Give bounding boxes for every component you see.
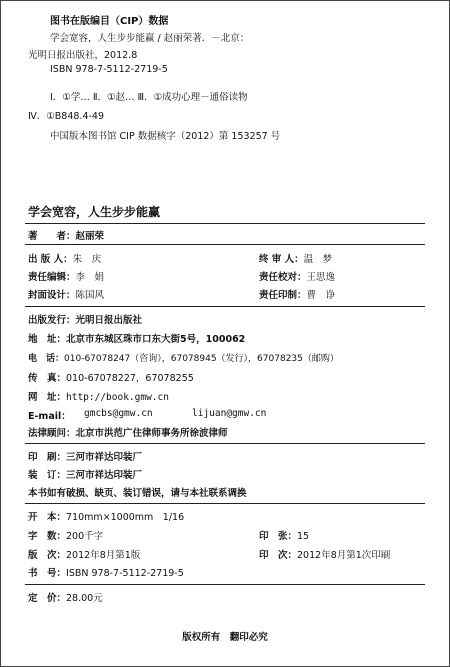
final-reviewer-value: 温 梦 — [303, 254, 333, 265]
sheets-label: 印 张： — [259, 531, 298, 542]
phone-row — [28, 351, 339, 364]
editor-row — [28, 269, 104, 283]
divider — [25, 244, 425, 245]
email-value-2: lijuan@gmw.cn — [192, 408, 267, 419]
website-row — [28, 389, 169, 403]
distributor-row — [28, 312, 142, 326]
format-value: 710mm×1000mm 1/16 — [66, 512, 185, 523]
printing-supervisor-label: 责任印制： — [259, 290, 307, 301]
binder-value: 三河市祥达印装厂 — [66, 470, 143, 481]
divider — [25, 306, 425, 307]
fax-row — [28, 370, 194, 384]
proofreader-label: 责任校对： — [259, 272, 307, 283]
binder-label: 装 订： — [28, 470, 67, 481]
final-reviewer-row — [259, 251, 332, 265]
isbn-row — [28, 565, 184, 579]
price-value: 28.00元 — [66, 593, 103, 604]
copyright-notice: 版权所有 翻印必究 — [182, 632, 268, 643]
book-title: 学会宽容，人生步步能赢 — [28, 205, 161, 219]
website-label: 网 址： — [28, 392, 67, 403]
proofreader-row — [259, 269, 335, 283]
legal-label: 法律顾问： — [28, 428, 76, 439]
words-row — [28, 528, 103, 542]
divider — [25, 443, 425, 444]
cip-title: 图书在版编目（CIP）数据 — [50, 16, 169, 27]
address-value: 北京市东城区珠市口东大街5号，100062 — [66, 334, 246, 345]
isbn-value: ISBN 978-7-5112-2719-5 — [66, 568, 184, 579]
cover-design-label: 封面设计： — [28, 290, 76, 301]
cip-line-3: ISBN 978-7-5112-2719-5 — [50, 64, 168, 75]
sheets-row — [259, 528, 309, 542]
printer-row — [28, 449, 142, 463]
cip-line-4: Ⅰ．①学… Ⅱ．①赵… Ⅲ．①成功心理－通俗读物 — [50, 92, 248, 103]
cip-line-2: 光明日报出版社，2012.8 — [28, 50, 138, 61]
author-label: 著 者： — [28, 231, 76, 242]
sheets-value: 15 — [297, 531, 310, 542]
distributor-value: 光明日报出版社 — [75, 315, 143, 326]
fax-label: 传 真： — [28, 373, 67, 384]
edition-value: 2012年8月第1版 — [66, 550, 141, 561]
impression-label: 印 次： — [259, 550, 298, 561]
words-value: 200千字 — [66, 531, 104, 542]
divider — [25, 503, 425, 504]
publisher-person-row — [28, 251, 101, 265]
impression-value: 2012年8月第1次印刷 — [297, 550, 391, 561]
website-value: http://book.gmw.cn — [66, 392, 169, 403]
cip-line-5: Ⅳ．①B848.4-49 — [28, 111, 105, 122]
editor-label: 责任编辑： — [28, 272, 76, 283]
words-label: 字 数： — [28, 531, 67, 542]
printing-supervisor-value: 曹 诤 — [306, 290, 336, 301]
legal-row — [28, 425, 228, 439]
distributor-label: 出版发行： — [28, 315, 76, 326]
email-row — [28, 408, 267, 422]
address-row — [28, 331, 245, 345]
publisher-person-label: 出 版 人： — [28, 254, 73, 265]
legal-value: 北京市洪范广住律师事务所徐波律师 — [75, 428, 228, 439]
printer-label: 印 刷： — [28, 452, 67, 463]
return-notice: 本书如有破损、缺页、装订错误，请与本社联系调换 — [28, 488, 247, 499]
proofreader-value: 王思逸 — [306, 272, 336, 283]
cip-line-1: 学会宽容，人生步步能赢 / 赵丽荣著．－北京： — [50, 33, 250, 44]
phone-value: 010-67078247（咨询），67078945（发行），67078235（邮购） — [64, 354, 339, 364]
divider — [25, 223, 425, 224]
price-label: 定 价： — [28, 593, 67, 604]
edition-row — [28, 547, 140, 561]
binder-row — [28, 467, 142, 481]
cover-design-value: 陈国风 — [75, 290, 105, 301]
impression-row — [259, 547, 390, 561]
format-label: 开 本： — [28, 512, 67, 523]
fax-value: 010-67078227，67078255 — [66, 373, 194, 384]
phone-label: 电 话： — [28, 354, 65, 364]
address-label: 地 址： — [28, 334, 67, 345]
email-value-1: gmcbs@gmw.cn — [84, 408, 153, 419]
printing-supervisor-row — [259, 287, 335, 301]
cover-design-row — [28, 287, 104, 301]
author-row — [28, 228, 104, 242]
isbn-label: 书 号： — [28, 568, 67, 579]
final-reviewer-label: 终 审 人： — [259, 254, 304, 265]
publisher-person-value: 朱 庆 — [72, 254, 102, 265]
printer-value: 三河市祥达印装厂 — [66, 452, 143, 463]
format-row — [28, 509, 184, 523]
cip-line-6: 中国版本图书馆 CIP 数据核字（2012）第 153257 号 — [50, 131, 281, 142]
editor-value: 李 娟 — [75, 272, 105, 283]
email-label: E-mail： — [28, 411, 71, 422]
divider — [25, 584, 425, 585]
author-value: 赵丽荣 — [75, 231, 105, 242]
price-row — [28, 590, 103, 604]
edition-label: 版 次： — [28, 550, 67, 561]
